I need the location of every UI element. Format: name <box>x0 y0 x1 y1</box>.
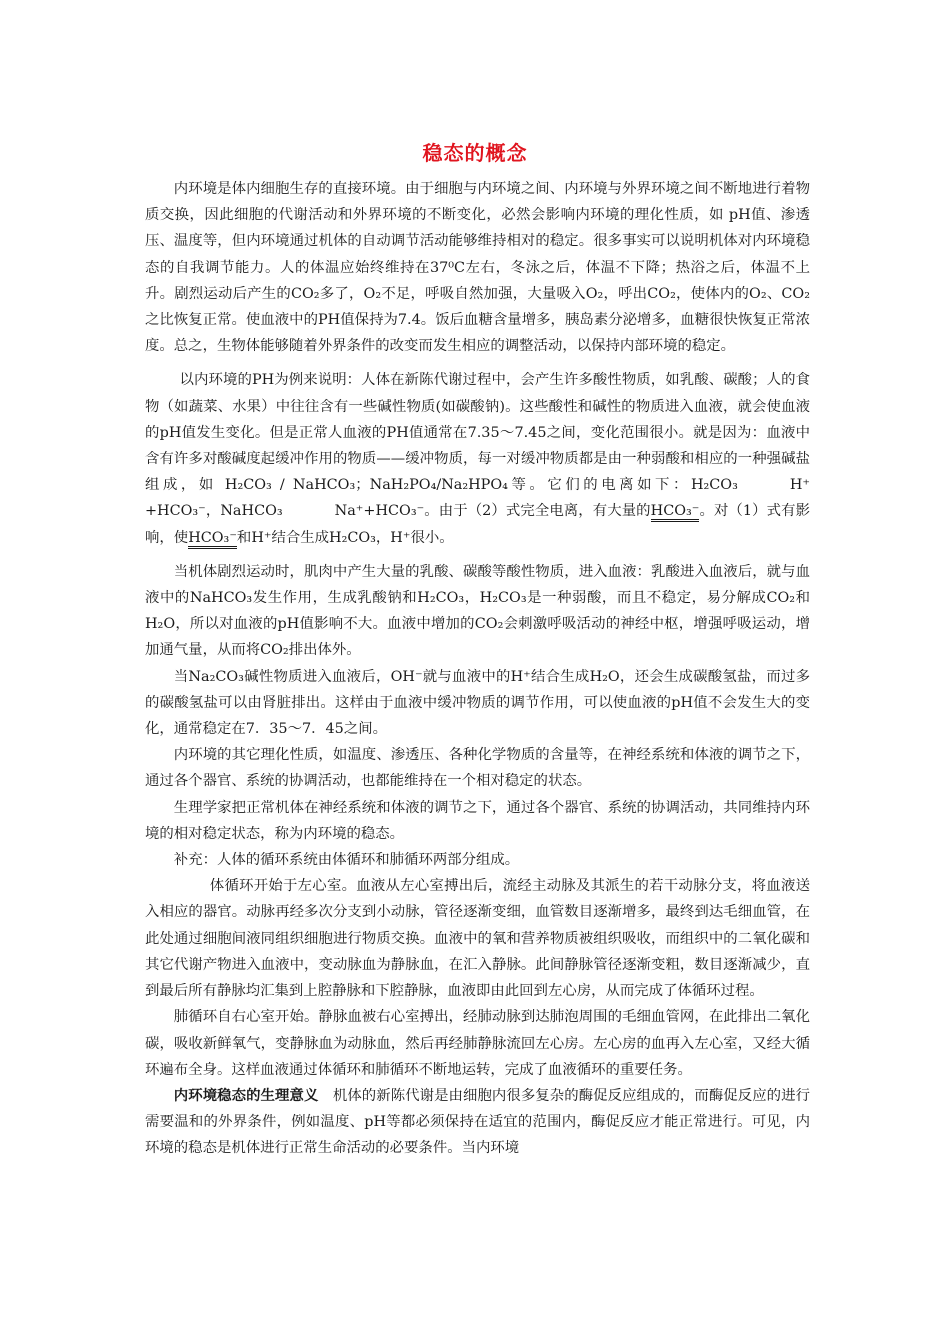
paragraph-supplement: 补充：人体的循环系统由体循环和肺循环两部分组成。 <box>173 852 520 869</box>
paragraph-intro: 内环境是体内细胞生存的直接环境。由于细胞与内环境之间、内环境与外界环境之间不断地进行着物质交换，因此细胞的代谢活动和外界环境的不断变化，必然会影响内环境的理化性质，如 pH值、渗透压、温度等，但内环境通过机体的自动调节活动能够维持相对的稳定。很多事实可以说明机体对内环境稳态的自我调节能力。人的体温应始终维持在37⁰C左右，冬泳之后，体温不下降；热浴之后，体温不上升。剧烈运动后产生的CO₂多了，O₂不足，呼吸自然加强，大量吸入O₂，呼出CO₂，使体内的O₂、CO₂之比恢复正常。使血液中的PH值保持为7.4。饭后血糖含量增多，胰岛素分泌增多，血糖很快恢复正常浓度。总之，生物体能够随着外界条件的改变而发生相应的调整活动，以保持内部环境的稳定。 <box>145 181 810 355</box>
ph-text-g: 和H⁺结合生成H₂CO₃，H⁺很小。 <box>236 529 454 546</box>
bicarbonate-underlined: HCO₃⁻ <box>188 530 237 549</box>
document-title: 稳态的概念 <box>422 141 528 165</box>
paragraph-homeostasis-definition: 生理学家把正常机体在神经系统和体液的调节之下，通过各个器官、系统的协调活动，共同维持内环境的相对稳定状态，称为内环境的稳态。 <box>145 799 810 842</box>
paragraph-significance <box>145 1083 810 1162</box>
bicarbonate-underlined: HCO₃⁻ <box>651 503 700 522</box>
document-body <box>145 176 810 1162</box>
ph-text-a: 以内环境的PH为例来说明：人体在新陈代谢过程中，会产生许多酸性物质，如乳酸、碳酸；人的食物（如蔬菜、水果）中往往含有一些碱性物质(如碳酸钠)。这些酸性和碱性的物质进入血液，就会使血液的pH值发生变化。但是正常人血液的PH值通常在7.35～7.45之间，变化范围很小。就是因为：血液中含有许多对酸碱度起缓冲作用的物质——缓冲物质，每一对缓冲物质都是由一种弱酸和相应的一种强碱盐组成，如 H₂CO₃ / NaHCO₃；NaH₂PO₄/Na₂HPO₄等。它们的电离如下：H₂CO₃ <box>145 372 810 494</box>
ph-text-b: H⁺ +HCO₃⁻，NaHCO₃ <box>145 477 810 520</box>
significance-heading: 内环境稳态的生理意义 <box>173 1086 319 1104</box>
significance-text: 机体的新陈代谢是由细胞内很多复杂的酶促反应组成的，而酶促反应的进行需要温和的外界条件，例如温度、pH等都必须保持在适宜的范围内，酶促反应才能正常进行。可见，内环境的稳态是机体进行正常生命活动的必要条件。当内环境 <box>145 1087 810 1157</box>
ph-text-e: 。对（1）式有影响，使 <box>145 503 810 546</box>
paragraph-ph-buffer <box>145 367 810 550</box>
paragraph-systemic-circulation: 体循环开始于左心室。血液从左心室搏出后，流经主动脉及其派生的若干动脉分支，将血液送入相应的器官。动脉再经多次分支到小动脉，管径逐渐变细，血管数目逐渐增多，最终到达毛细血管，在此处通过细胞间液同组织细胞进行物质交换。血液中的氧和营养物质被组织吸收，而组织中的二氧化碳和其它代谢产物进入血液中，变动脉血为静脉血，在汇入静脉。此间静脉管径逐渐变粗，数目逐渐减少，直到最后所有静脉均汇集到上腔静脉和下腔静脉，血液即由此回到左心房，从而完成了体循环过程。 <box>145 878 810 1000</box>
paragraph-other-properties: 内环境的其它理化性质，如温度、渗透压、各种化学物质的含量等，在神经系统和体液的调节之下，通过各个器官、系统的协调活动，也都能维持在一个相对稳定的状态。 <box>145 747 810 790</box>
paragraph-alkaline: 当Na₂CO₃碱性物质进入血液后，OH⁻就与血液中的H⁺结合生成H₂O，还会生成碳酸氢盐，而过多的碳酸氢盐可以由肾脏排出。这样由于血液中缓冲物质的调节作用，可以使血液的pH值不会发生大的变化，通常稳定在7．35～7．45之间。 <box>145 668 810 738</box>
paragraph-exercise: 当机体剧烈运动时，肌肉中产生大量的乳酸、碳酸等酸性物质，进入血液：乳酸进入血液后，就与血液中的NaHCO₃发生作用，生成乳酸钠和H₂CO₃，H₂CO₃是一种弱酸，而且不稳定，易分解成CO₂和H₂O，所以对血液的pH值影响不大。血液中增加的CO₂会刺激呼吸活动的神经中枢，增强呼吸运动，增加通气量，从而将CO₂排出体外。 <box>145 563 810 659</box>
paragraph-pulmonary-circulation: 肺循环自右心室开始。静脉血被右心室搏出，经肺动脉到达肺泡周围的毛细血管网，在此排出二氧化碳，吸收新鲜氧气，变静脉血为动脉血，然后再经肺静脉流回左心房。左心房的血再入左心室，又经大循环遍布全身。这样血液通过体循环和肺循环不断地运转，完成了血液循环的重要任务。 <box>145 1009 810 1078</box>
ph-text-c: Na⁺+HCO₃⁻。由于（2）式完全电离，有大量的 <box>334 503 651 520</box>
